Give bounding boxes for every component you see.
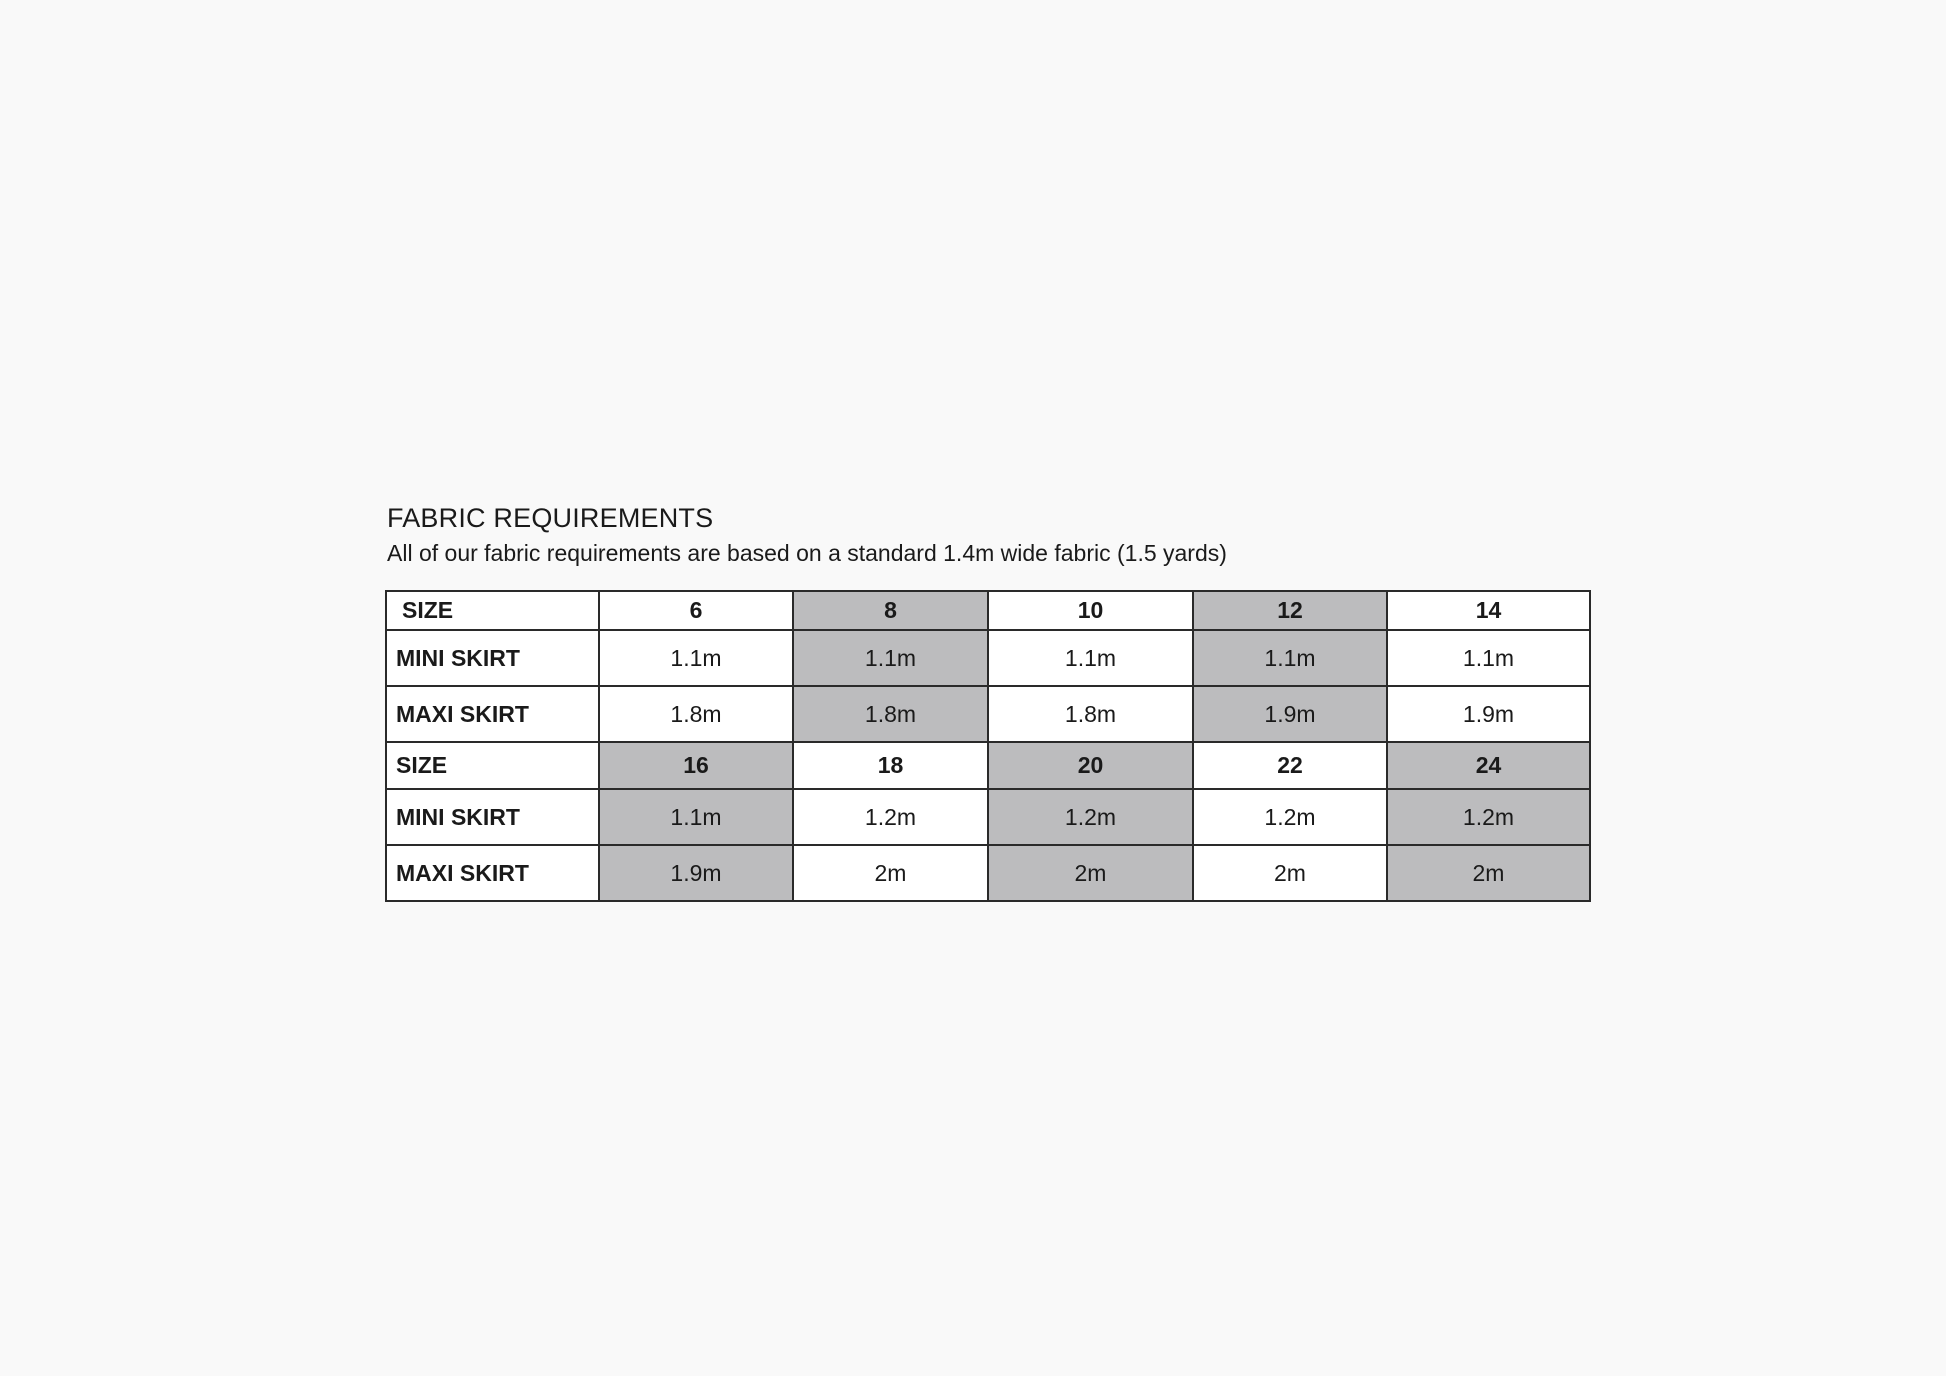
size-row-label: SIZE xyxy=(386,591,599,630)
size-row-label: SIZE xyxy=(386,742,599,789)
value-cell: 2m xyxy=(1193,845,1387,901)
mini-skirt-row xyxy=(386,789,1590,845)
row-label: MAXI SKIRT xyxy=(386,845,599,901)
page-subtitle: All of our fabric requirements are based on a standard 1.4m wide fabric (1.5 yards) xyxy=(387,540,1227,566)
value-cell: 1.2m xyxy=(1387,789,1590,845)
size-cell: 8 xyxy=(793,591,988,630)
size-row xyxy=(386,591,1590,630)
value-cell: 1.9m xyxy=(1193,686,1387,742)
value-cell: 1.1m xyxy=(599,630,793,686)
size-cell: 12 xyxy=(1193,591,1387,630)
size-cell: 14 xyxy=(1387,591,1590,630)
value-cell: 1.1m xyxy=(1387,630,1590,686)
size-cell: 20 xyxy=(988,742,1193,789)
size-cell: 24 xyxy=(1387,742,1590,789)
size-cell: 18 xyxy=(793,742,988,789)
maxi-skirt-row xyxy=(386,845,1590,901)
page-title: FABRIC REQUIREMENTS xyxy=(387,503,714,533)
value-cell: 1.8m xyxy=(599,686,793,742)
fabric-requirements-table xyxy=(385,590,1591,902)
value-cell: 1.8m xyxy=(988,686,1193,742)
value-cell: 1.1m xyxy=(793,630,988,686)
size-cell: 10 xyxy=(988,591,1193,630)
mini-skirt-row xyxy=(386,630,1590,686)
value-cell: 1.9m xyxy=(1387,686,1590,742)
value-cell: 1.1m xyxy=(599,789,793,845)
value-cell: 2m xyxy=(793,845,988,901)
size-cell: 6 xyxy=(599,591,793,630)
value-cell: 2m xyxy=(1387,845,1590,901)
value-cell: 1.2m xyxy=(793,789,988,845)
row-label: MINI SKIRT xyxy=(386,630,599,686)
value-cell: 2m xyxy=(988,845,1193,901)
value-cell: 1.8m xyxy=(793,686,988,742)
maxi-skirt-row xyxy=(386,686,1590,742)
row-label: MAXI SKIRT xyxy=(386,686,599,742)
value-cell: 1.2m xyxy=(988,789,1193,845)
document-heading xyxy=(387,500,1227,569)
row-label: MINI SKIRT xyxy=(386,789,599,845)
value-cell: 1.2m xyxy=(1193,789,1387,845)
size-cell: 16 xyxy=(599,742,793,789)
value-cell: 1.1m xyxy=(988,630,1193,686)
size-row xyxy=(386,742,1590,789)
value-cell: 1.1m xyxy=(1193,630,1387,686)
value-cell: 1.9m xyxy=(599,845,793,901)
size-cell: 22 xyxy=(1193,742,1387,789)
